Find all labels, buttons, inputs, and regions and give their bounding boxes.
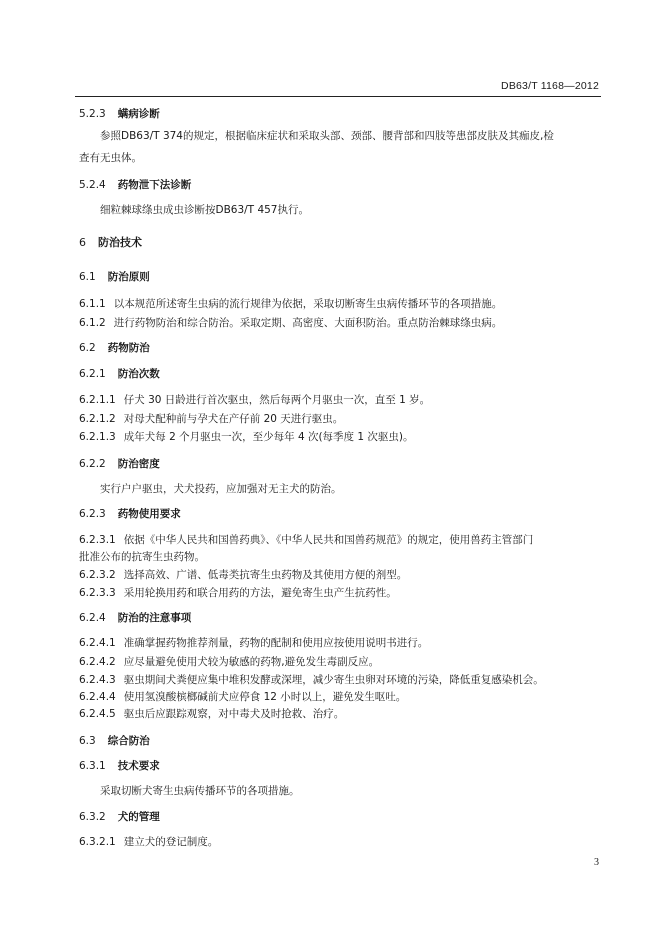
clause-number: 6.2.1.1 <box>79 394 116 406</box>
clause-6-2-3-2 <box>79 568 407 582</box>
clause-text: 准确掌握药物推荐剂量，药物的配制和使用应按使用说明书进行。 <box>123 637 429 649</box>
section-number: 6.2 <box>79 342 96 354</box>
clause-number: 6.3.2.1 <box>79 836 116 848</box>
clause-6-3-2-1 <box>79 835 218 849</box>
clause-number: 6.2.4.1 <box>79 637 116 649</box>
section-heading-6-2 <box>79 341 150 355</box>
doc-code: DB63/T 1168—2012 <box>501 80 599 92</box>
clause-6-2-1-3 <box>79 430 414 444</box>
section-number: 6.2.4 <box>79 612 106 624</box>
clause-6-2-4-2 <box>79 655 379 669</box>
clause-6-2-1-1 <box>79 393 430 407</box>
clause-6-2-4-1 <box>79 636 428 650</box>
clause-text: 依据《中华人民共和国兽药典》、《中华人民共和国兽药规范》的规定，使用兽药主管部门 <box>123 534 534 546</box>
section-heading-6-3-2 <box>79 810 160 824</box>
section-heading-5-2-3 <box>79 107 160 121</box>
section-title: 防治的注意事项 <box>117 612 192 624</box>
paragraph-line: 实行户户驱虫，犬犬投药，应加强对无主犬的防治。 <box>100 483 342 495</box>
section-number: 6.3 <box>79 735 96 747</box>
section-number: 6.1 <box>79 271 96 283</box>
section-number: 6.3.2 <box>79 811 106 823</box>
clause-text: 驱虫后应跟踪观察，对中毒犬及时抢救、治疗。 <box>123 708 345 720</box>
section-number: 6.3.1 <box>79 760 106 772</box>
section-heading-5-2-4 <box>79 178 191 192</box>
section-heading-6-2-3 <box>79 507 181 521</box>
clause-text: 采用轮换用药和联合用药的方法，避免寄生虫产生抗药性。 <box>123 587 397 599</box>
paragraph-line: 采取切断犬寄生虫病传播环节的各项措施。 <box>100 785 300 797</box>
section-title: 防治原则 <box>107 271 150 283</box>
paragraph-line: 细粒棘球绦虫成虫诊断按DB63/T 457执行。 <box>100 204 309 216</box>
clause-number: 6.2.4.4 <box>79 691 116 703</box>
section-heading-6-2-2 <box>79 457 160 471</box>
clause-text: 成年犬每 2 个月驱虫一次，至少每年 4 次(每季度 1 次驱虫)。 <box>123 431 414 443</box>
clause-number: 6.2.1.3 <box>79 431 116 443</box>
clause-number: 6.1.1 <box>79 298 106 310</box>
section-number: 5.2.3 <box>79 108 106 120</box>
clause-6-2-1-2 <box>79 412 343 426</box>
section-title: 综合防治 <box>107 735 150 747</box>
section-number: 5.2.4 <box>79 179 106 191</box>
section-title: 药物防治 <box>107 342 150 354</box>
clause-number: 6.2.3.1 <box>79 534 116 546</box>
section-title: 药物泄下法诊断 <box>117 179 192 191</box>
clause-6-1-2 <box>79 316 502 330</box>
clause-6-2-4-3 <box>79 673 544 687</box>
section-title: 防治次数 <box>117 368 160 380</box>
section-heading-6-3-1 <box>79 759 160 773</box>
clause-text: 选择高效、广谱、低毒类抗寄生虫药物及其使用方便的剂型。 <box>123 569 408 581</box>
section-number: 6 <box>79 236 86 249</box>
clause-6-1-1 <box>79 297 502 311</box>
section-title: 防治技术 <box>98 236 142 249</box>
section-title: 螨病诊断 <box>117 108 160 120</box>
clause-text: 以本规范所述寄生虫病的流行规律为依据，采取切断寄生虫病传播环节的各项措施。 <box>113 298 503 310</box>
clause-text: 进行药物防治和综合防治。采取定期、高密度、大面积防治。重点防治棘球绦虫病。 <box>113 317 503 329</box>
clause-number: 6.2.4.5 <box>79 708 116 720</box>
clause-text: 对母犬配种前与孕犬在产仔前 20 天进行驱虫。 <box>123 413 344 425</box>
page-number: 3 <box>594 857 599 868</box>
clause-text: 使用氢溴酸槟榔碱前犬应停食 12 小时以上，避免发生呕吐。 <box>123 691 407 703</box>
section-title: 犬的管理 <box>117 811 160 823</box>
clause-number: 6.2.3.3 <box>79 587 116 599</box>
header-rule <box>75 96 601 97</box>
section-number: 6.2.1 <box>79 368 106 380</box>
clause-text: 建立犬的登记制度。 <box>123 836 219 848</box>
clause-text: 驱虫期间犬粪便应集中堆积发酵或深埋，减少寄生虫卵对环境的污染，降低重复感染机会。 <box>123 674 544 686</box>
section-heading-6-2-4 <box>79 611 191 625</box>
section-number: 6.2.2 <box>79 458 106 470</box>
section-title: 技术要求 <box>117 760 160 772</box>
section-heading-6-1 <box>79 270 150 284</box>
clause-6-2-3-1 <box>79 533 533 547</box>
paragraph-line: 查有无虫体。 <box>79 152 142 164</box>
paragraph-line: 参照DB63/T 374的规定，根据临床症状和采取头部、颈部、腰背部和四肢等患部皮肤及其痂皮,检 <box>100 130 554 142</box>
clause-number: 6.2.4.2 <box>79 656 116 668</box>
section-heading-6-3 <box>79 734 150 748</box>
section-heading-6-2-1 <box>79 367 160 381</box>
clause-6-2-4-5 <box>79 707 344 721</box>
paragraph-line: 批准公布的抗寄生虫药物。 <box>79 551 205 563</box>
clause-6-2-4-4 <box>79 690 406 704</box>
clause-text: 应尽量避免使用犬较为敏感的药物,避免发生毒副反应。 <box>123 656 380 668</box>
section-number: 6.2.3 <box>79 508 106 520</box>
clause-number: 6.2.1.2 <box>79 413 116 425</box>
clause-number: 6.2.4.3 <box>79 674 116 686</box>
clause-text: 仔犬 30 日龄进行首次驱虫，然后每两个月驱虫一次，直至 1 岁。 <box>123 394 431 406</box>
section-title: 防治密度 <box>117 458 160 470</box>
chapter-heading-6 <box>79 236 142 250</box>
clause-number: 6.1.2 <box>79 317 106 329</box>
clause-number: 6.2.3.2 <box>79 569 116 581</box>
clause-6-2-3-3 <box>79 586 397 600</box>
section-title: 药物使用要求 <box>117 508 181 520</box>
